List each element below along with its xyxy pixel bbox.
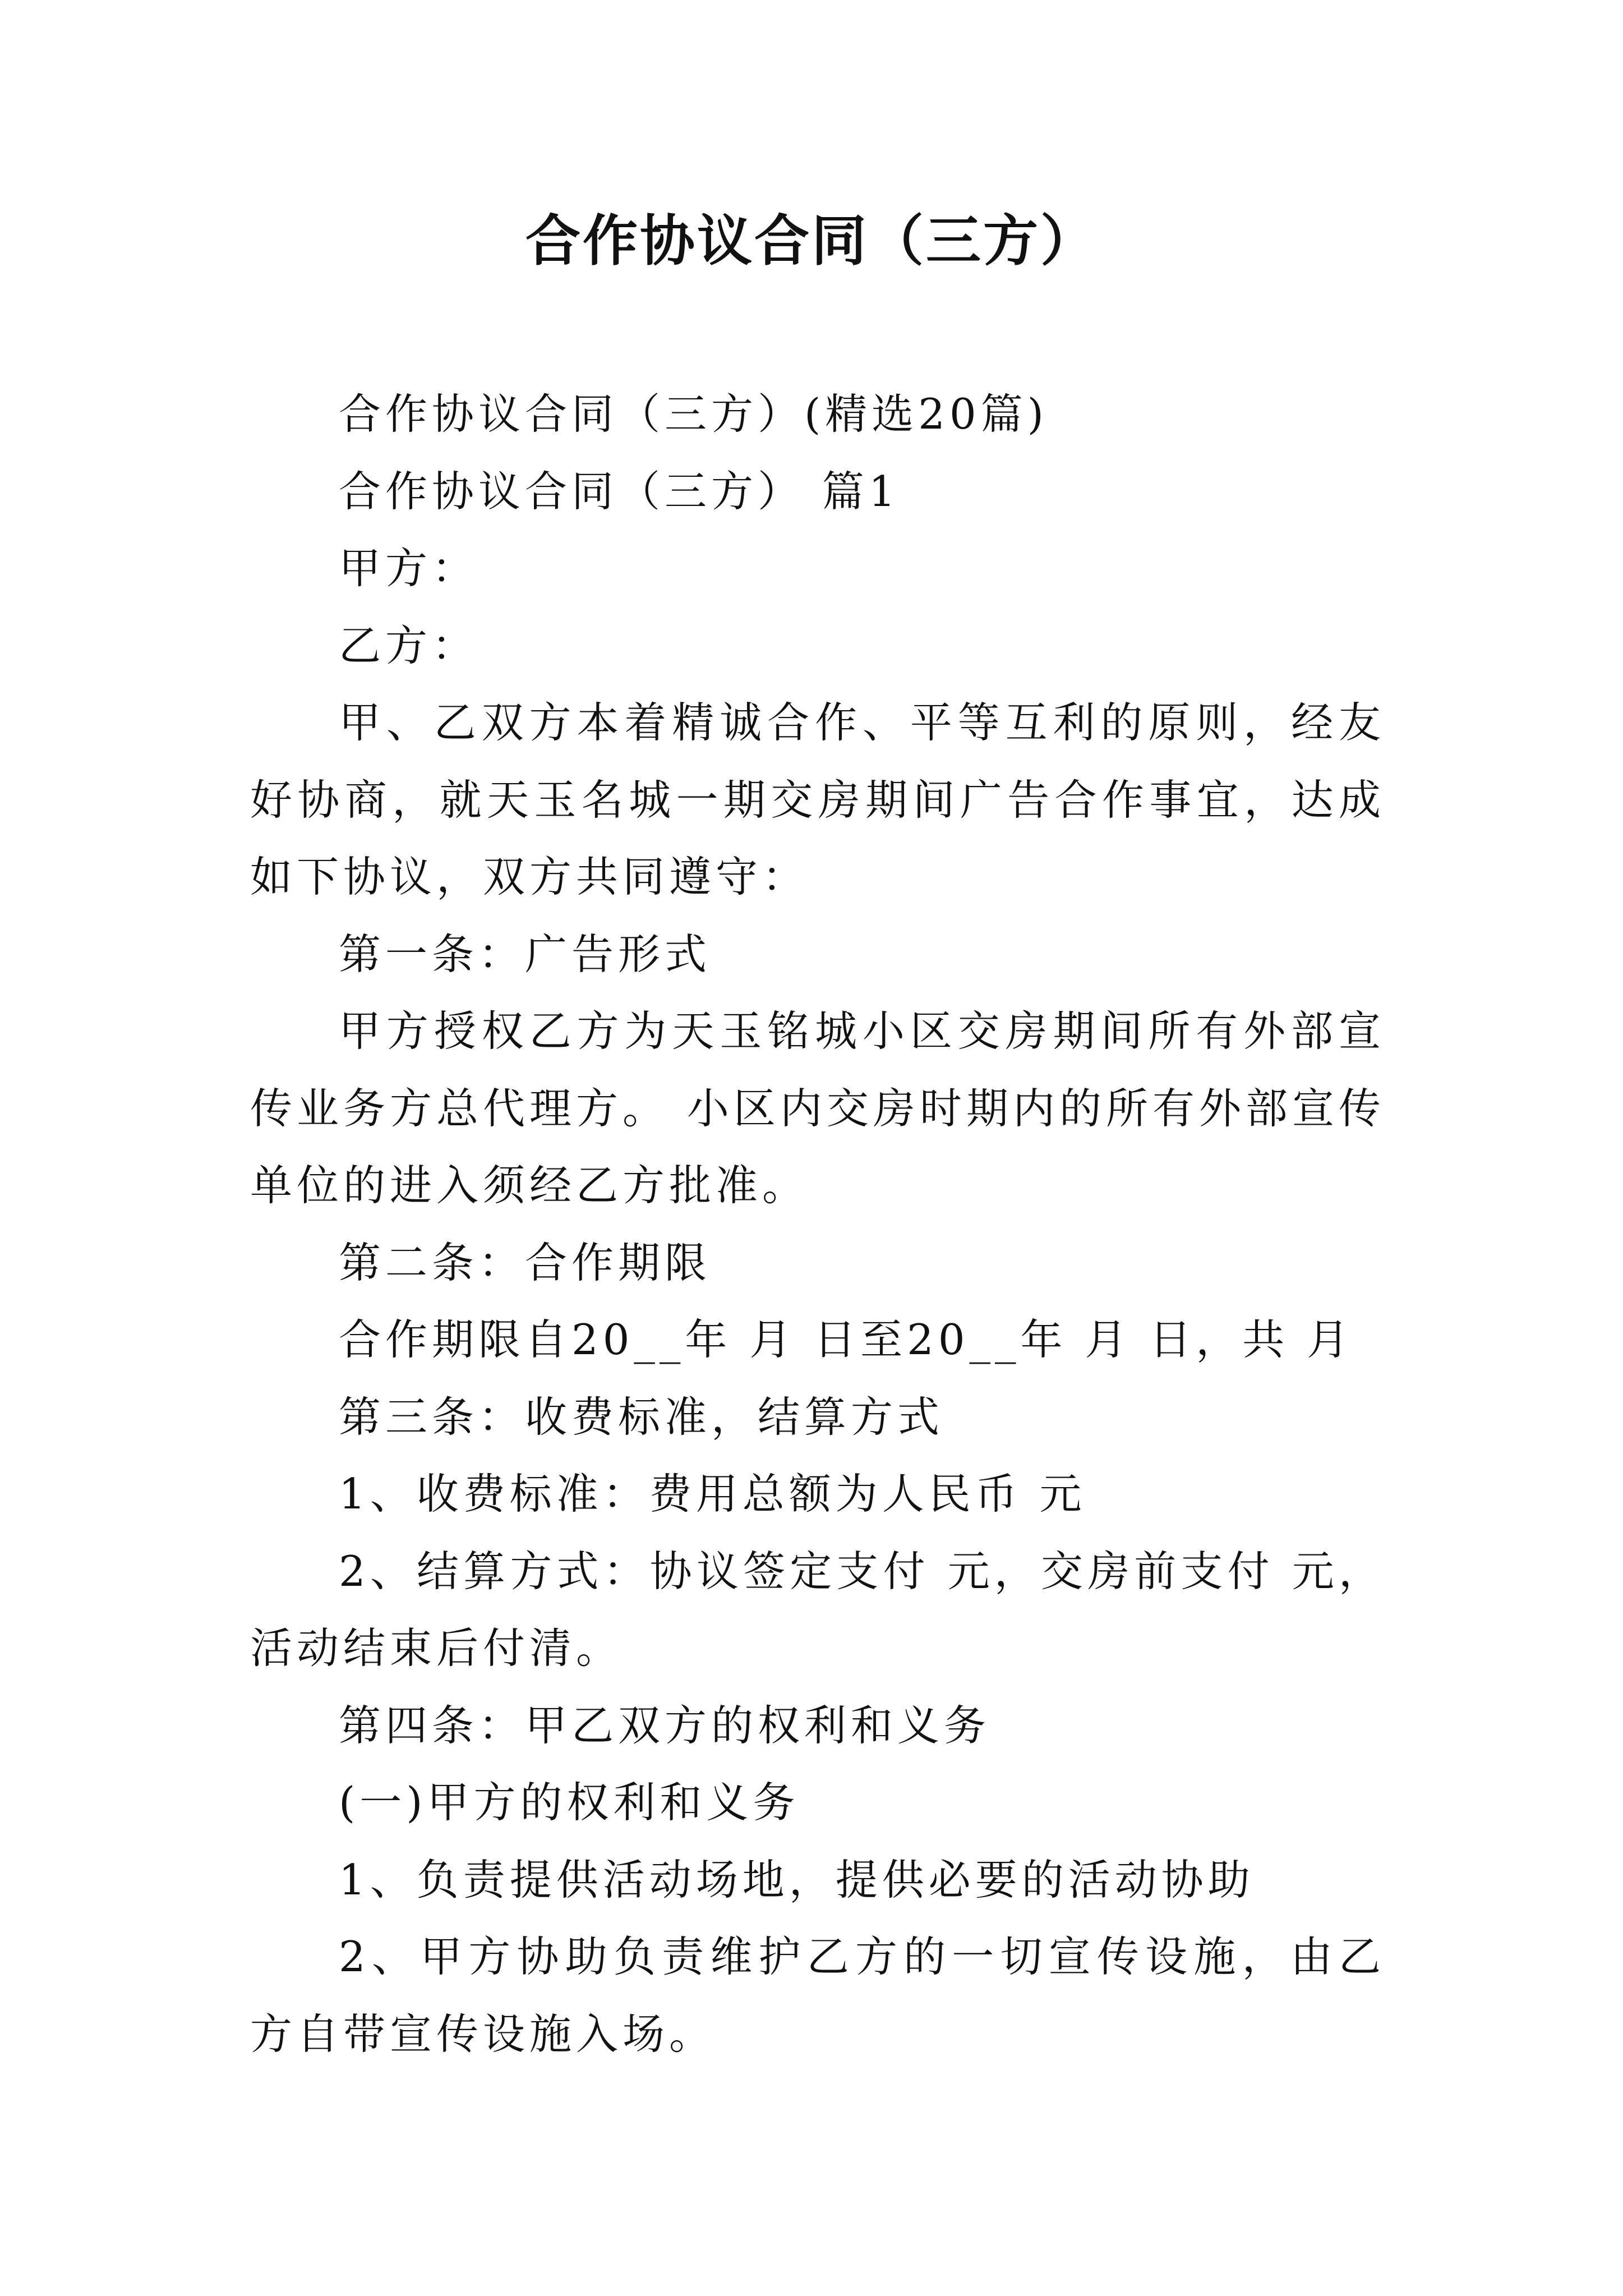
paragraph-preamble: 甲、乙双方本着精诚合作、平等互利的原则，经友好协商，就天玉名城一期交房期间广告合作事宜，达成如下协议，双方共同遵守： xyxy=(250,698,1385,901)
paragraph-article-3-item-2: 2、结算方式：协议签定支付 元，交房前支付 元，活动结束后付清。 xyxy=(250,1546,1385,1673)
paragraph-article-2-heading: 第二条：合作期限 xyxy=(339,1237,712,1287)
paragraph-party-a-rights-item-2: 2、甲方协助负责维护乙方的一切宣传设施，由乙方自带宣传设施入场。 xyxy=(250,1932,1385,2059)
paragraph-article-3-item-1: 1、收费标准：费用总额为人民币 元 xyxy=(339,1469,1086,1519)
paragraph-party-a-rights-heading: (一)甲方的权利和义务 xyxy=(339,1778,800,1827)
paragraph-party-b: 乙方： xyxy=(339,620,479,670)
document-body xyxy=(250,376,1385,2073)
paragraph-article-4-heading: 第四条：甲乙双方的权利和义务 xyxy=(339,1700,991,1750)
paragraph-article-3-heading: 第三条：收费标准，结算方式 xyxy=(339,1392,944,1442)
paragraph-article-1-heading: 第一条：广告形式 xyxy=(339,929,712,979)
paragraph-article-1-body: 甲方授权乙方为天玉铭城小区交房期间所有外部宣传业务方总代理方。 小区内交房时期内的所有外部宣传单位的进入须经乙方批准。 xyxy=(250,1006,1385,1210)
paragraph-party-a: 甲方： xyxy=(339,544,479,593)
paragraph-article-2-body: 合作期限自20__年 月 日至20__年 月 日，共 月 xyxy=(339,1315,1354,1364)
paragraph-subtitle: 合作协议合同（三方）(精选20篇) xyxy=(339,389,1048,439)
paragraph-party-a-rights-item-1: 1、负责提供活动场地，提供必要的活动协助 xyxy=(339,1855,1255,1904)
paragraph-section-heading: 合作协议合同（三方） 篇1 xyxy=(339,466,900,516)
document-title: 合作协议合同（三方） xyxy=(525,209,1098,273)
